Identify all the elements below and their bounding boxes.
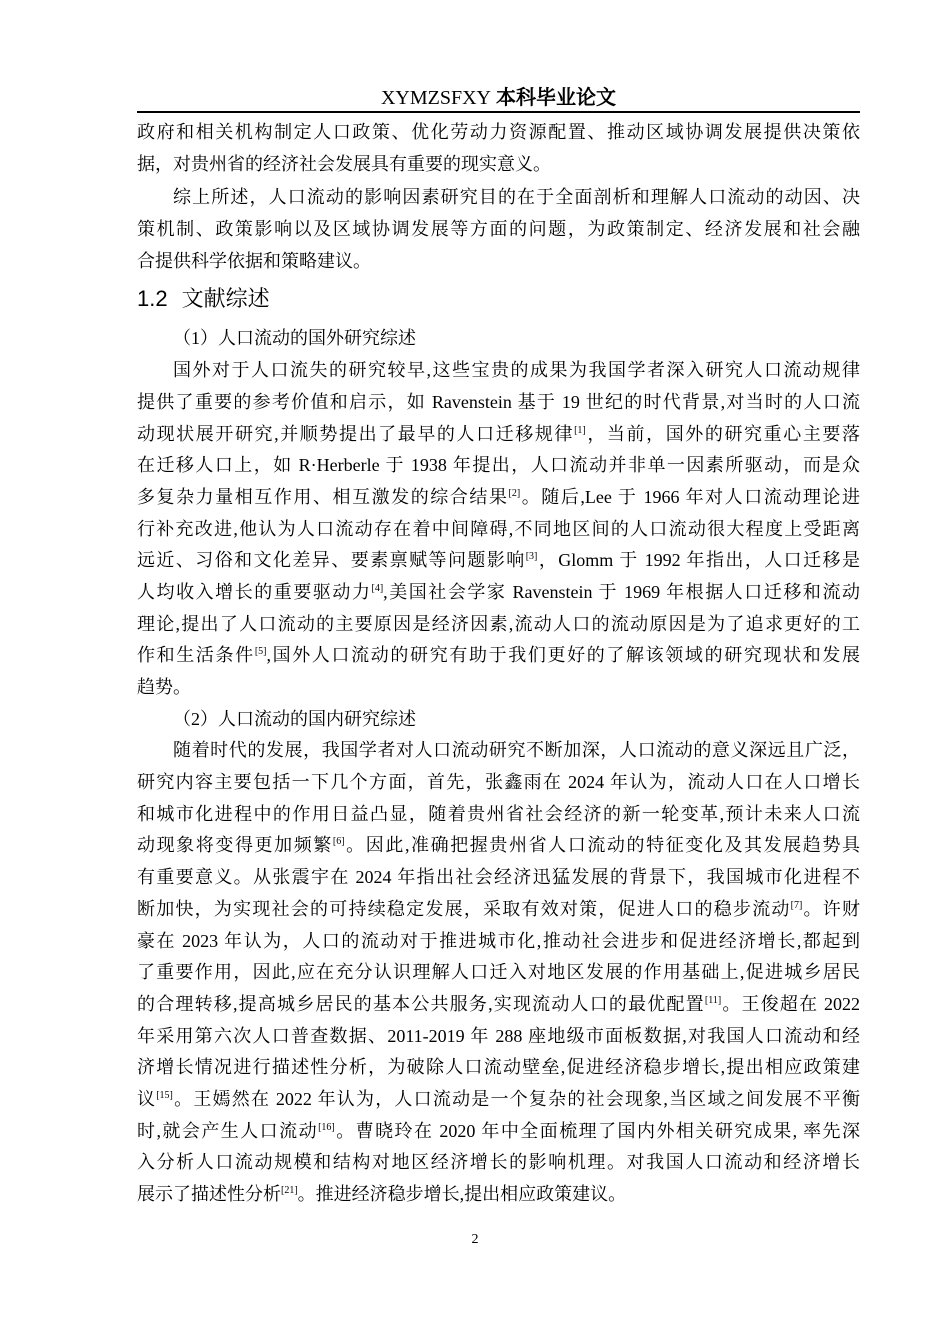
text-segment: 合提供科学依据和策略建议。 bbox=[137, 250, 371, 271]
intro-paragraphs bbox=[137, 117, 860, 277]
text-line bbox=[137, 799, 860, 831]
section-number: 1.2 bbox=[137, 286, 168, 312]
text-segment: ，当前，国外的研究重心主要落 bbox=[585, 423, 861, 444]
text-segment: 了重要作用，因此,应在充分认识理解人口迁入对地区发展的作用基础上,促进城乡居民 bbox=[137, 962, 860, 983]
text-segment: 。推进经济稳步增长,提出相应政策建议。 bbox=[297, 1184, 627, 1204]
text-line bbox=[137, 1116, 860, 1148]
text-segment: 综上所述，人口流动的影响因素研究目的在于全面剖析和理解人口流动的动因、决 bbox=[173, 187, 860, 208]
text-segment: 有重要意义。从张震宇在 2024 年指出社会经济迅猛发展的背景下，我国城市化进程不 bbox=[137, 867, 860, 888]
text-segment: 年采用第六次人口普查数据、2011-2019 年 288 座地级市面板数据,对我国人口流动和经 bbox=[137, 1025, 860, 1046]
text-line bbox=[137, 1021, 860, 1053]
citation-marker: [4] bbox=[371, 582, 384, 594]
text-segment: 动现状展开研究,并顺势提出了最早的人口迁移规律 bbox=[137, 423, 575, 444]
subsection-title-domestic: （2）人口流动的国内研究综述 bbox=[173, 708, 416, 729]
text-segment: 人均收入增长的重要驱动力 bbox=[137, 581, 372, 602]
text-line bbox=[137, 926, 860, 958]
text-segment: 趋势。 bbox=[137, 677, 191, 697]
header-school-code: XYMZSFXY bbox=[380, 87, 492, 109]
citation-marker: [21] bbox=[281, 1185, 298, 1196]
citation-marker: [16] bbox=[318, 1121, 335, 1133]
citation-marker: [3] bbox=[525, 551, 538, 563]
text-line bbox=[137, 214, 860, 246]
text-segment: 的合理转移,提高城乡居民的基本公共服务,实现流动人口的最优配置 bbox=[137, 993, 705, 1014]
citation-marker: [11] bbox=[704, 994, 722, 1006]
citation-marker: [2] bbox=[508, 487, 521, 499]
text-segment: ,国外人口流动的研究有助于我们更好的了解该领域的研究现状和发展 bbox=[266, 645, 861, 666]
text-segment: 济增长情况进行描述性分析，为破除人口流动壁垒,促进经济稳步增长,提出相应政策建 bbox=[137, 1057, 860, 1078]
paragraph bbox=[137, 117, 860, 180]
page-number: 2 bbox=[471, 1232, 479, 1247]
citation-marker: [1] bbox=[574, 424, 586, 436]
text-segment: 作和生活条件 bbox=[137, 645, 255, 666]
text-line bbox=[137, 419, 860, 451]
text-segment: 和城市化进程中的作用日益凸显，随着贵州省社会经济的新一轮变革,预计未来人口流 bbox=[137, 803, 860, 824]
text-line bbox=[137, 672, 860, 704]
text-line bbox=[137, 862, 860, 894]
text-line bbox=[137, 830, 860, 862]
text-segment: 。因此,准确把握贵州省人口流动的特征变化及其发展趋势具 bbox=[344, 835, 861, 856]
text-segment: 策机制、政策影响以及区域协调发展等方面的问题，为政策制定、经济发展和社会融 bbox=[137, 219, 860, 240]
text-line bbox=[137, 482, 860, 514]
text-segment: 理论,提出了人口流动的主要原因是经济因素,流动人口的流动原因是为了追求更好的工 bbox=[137, 613, 860, 634]
text-line bbox=[137, 609, 860, 641]
text-segment: 在迁移人口上，如 R·Herberle 于 1938 年提出，人口流动并非单一因素所驱动，而是众 bbox=[137, 455, 860, 476]
text-line bbox=[137, 957, 860, 989]
text-segment: 提供了重要的参考价值和启示，如 Ravenstein 基于 19 世纪的时代背景,对当时的人口流 bbox=[137, 391, 860, 412]
text-segment: 。曹晓玲在 2020 年中全面梳理了国内外相关研究成果, 率先深 bbox=[334, 1120, 861, 1141]
text-segment: 断加快，为实现社会的可持续稳定发展，采取有效对策，促进人口的稳步流动 bbox=[137, 898, 791, 919]
text-segment: 随着时代的发展，我国学者对人口流动研究不断加深，人口流动的意义深远且广泛， bbox=[173, 740, 860, 761]
text-line bbox=[137, 1179, 860, 1211]
text-segment: 研究内容主要包括一下几个方面，首先，张鑫雨在 2024 年认为，流动人口在人口增长 bbox=[137, 772, 860, 793]
text-segment: 展示了描述性分析 bbox=[137, 1184, 281, 1204]
text-line bbox=[137, 545, 860, 577]
text-segment: ,美国社会学家 Ravenstein 于 1969 年根据人口迁移和流动 bbox=[383, 581, 861, 602]
citation-marker: [15] bbox=[156, 1089, 173, 1101]
text-segment: 行补充改进,他认为人口流动存在着中间障碍,不同地区间的人口流动很大程度上受距离 bbox=[137, 518, 860, 539]
header-rule bbox=[137, 111, 860, 113]
text-line bbox=[137, 1147, 860, 1179]
text-line bbox=[137, 450, 860, 482]
text-segment: 。许财 bbox=[802, 898, 861, 919]
text-segment: 豪在 2023 年认为，人口的流动对于推进城市化,推动社会进步和促进经济增长,都起到 bbox=[137, 930, 860, 951]
text-line bbox=[137, 149, 860, 181]
header-title: 本科毕业论文 bbox=[496, 85, 617, 109]
paragraph bbox=[137, 182, 860, 277]
text-segment: 。随后,Lee 于 1966 年对人口流动理论进 bbox=[520, 486, 860, 507]
subsection-title-foreign: （1）人口流动的国外研究综述 bbox=[173, 328, 416, 349]
text-segment: 远近、习俗和文化差异、要素禀赋等问题影响 bbox=[137, 550, 526, 571]
text-segment: 时,就会产生人口流动 bbox=[137, 1120, 319, 1141]
text-line bbox=[137, 182, 860, 214]
text-line bbox=[137, 387, 860, 419]
text-segment: ，Glomm 于 1992 年指出，人口迁移是 bbox=[537, 550, 860, 571]
page-header bbox=[137, 82, 860, 113]
text-line bbox=[137, 735, 860, 767]
text-line bbox=[137, 894, 860, 926]
citation-marker: [7] bbox=[790, 899, 803, 911]
text-segment: 多复杂力量相互作用、相互激发的综合结果 bbox=[137, 486, 509, 507]
text-line bbox=[137, 1084, 860, 1116]
text-segment: 。王嫣然在 2022 年认为，人口流动是一个复杂的社会现象,当区域之间发展不平衡 bbox=[172, 1088, 861, 1109]
text-segment: 动现象将变得更加频繁 bbox=[137, 835, 333, 856]
citation-marker: [6] bbox=[332, 836, 345, 848]
text-segment: 议 bbox=[137, 1088, 157, 1109]
section-heading bbox=[137, 279, 860, 319]
text-line bbox=[137, 246, 860, 278]
text-segment: 入分析人口流动规模和结构对地区经济增长的影响机理。对我国人口流动和经济增长 bbox=[137, 1152, 860, 1173]
paragraph-foreign-research bbox=[137, 355, 860, 704]
text-segment: 。王俊超在 2022 bbox=[721, 993, 860, 1014]
text-line bbox=[137, 1052, 860, 1084]
document-body bbox=[137, 117, 860, 1211]
text-segment: 政府和相关机构制定人口政策、优化劳动力资源配置、推动区域协调发展提供决策依 bbox=[137, 122, 860, 142]
text-line bbox=[137, 117, 860, 149]
section-title: 文献综述 bbox=[181, 287, 270, 313]
text-line bbox=[137, 640, 860, 672]
text-segment: 国外对于人口流失的研究较早,这些宝贵的成果为我国学者深入研究人口流动规律 bbox=[173, 360, 860, 381]
text-segment: 据，对贵州省的经济社会发展具有重要的现实意义。 bbox=[137, 153, 551, 174]
text-line bbox=[137, 355, 860, 387]
text-line bbox=[137, 989, 860, 1021]
text-line bbox=[137, 767, 860, 799]
paragraph-domestic-research bbox=[137, 735, 860, 1210]
citation-marker: [5] bbox=[254, 646, 267, 658]
text-line bbox=[137, 577, 860, 609]
text-line bbox=[137, 514, 860, 546]
